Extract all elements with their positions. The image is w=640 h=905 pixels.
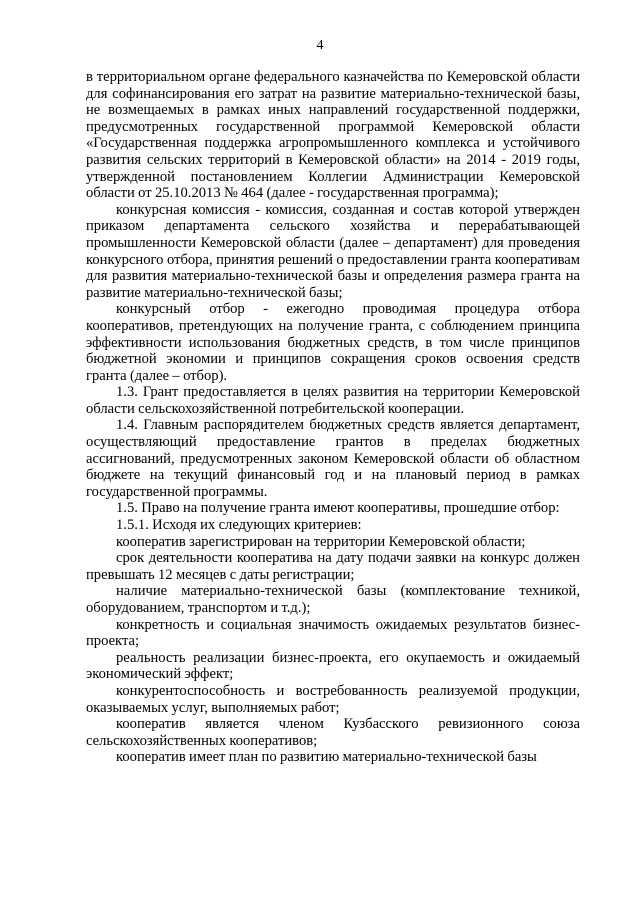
criterion-item: реальность реализации бизнес-проекта, его окупаемость и ожидаемый экономический эффект;: [86, 649, 580, 683]
paragraph-1-3: 1.3. Грант предоставляется в целях развития на территории Кемеровской области сельскохозяйственной потребительской кооперации.: [86, 384, 580, 417]
paragraph-definition-commission: конкурсная комиссия - комиссия, созданная и состав которой утвержден приказом департамента сельского хозяйства и перерабатывающей промышленности Кемеровской области (далее – департамент) для проведения конкурсного отбора, принятия решений о предоставлении гранта кооперативам для развития материально-технической базы и определения размера гранта на развитие материально-технической базы;: [86, 201, 580, 301]
page-number: 4: [316, 38, 324, 53]
criterion-item: кооператив зарегистрирован на территории Кемеровской области;: [116, 533, 526, 550]
paragraph-1-5: 1.5. Право на получение гранта имеют кооперативы, прошедшие отбор:: [116, 500, 560, 517]
paragraph-definition-selection: конкурсный отбор - ежегодно проводимая процедура отбора кооперативов, претендующих на получение гранта, с соблюдением принципа эффективности использования бюджетных средств, в том числе принципов бюджетной экономии и принципов сокращения сроков освоения средств гранта (далее – отбор).: [86, 301, 580, 384]
criterion-item: кооператив является членом Кузбасского ревизионного союза сельскохозяйственных кооперативов;: [86, 716, 580, 749]
paragraph-continuation: в территориальном органе федерального казначейства по Кемеровской области для софинансирования его затрат на развитие материально-технической базы, не возмещаемых в рамках иных направлений государственной поддержки, предусмотренных государственной программой Кемеровской области «Государственная поддержка агропромышленного комплекса и устойчивого развития сельских территорий в Кемеровской области» на 2014 - 2019 годы, утвержденной постановлением Коллегии Администрации Кемеровской области от 25.10.2013 № 464 (далее - государственная программа);: [86, 69, 580, 202]
criterion-item: срок деятельности кооператива на дату подачи заявки на конкурс должен превышать 12 месяцев с даты регистрации;: [86, 550, 580, 583]
criterion-item: конкурентоспособность и востребованность реализуемой продукции, оказываемых услуг, выполняемых работ;: [86, 682, 580, 716]
criterion-item: конкретность и социальная значимость ожидаемых результатов бизнес-проекта;: [86, 616, 580, 650]
paragraph-1-4: 1.4. Главным распорядителем бюджетных средств является департамент, осуществляющий предоставление грантов в пределах бюджетных ассигнований, предусмотренных законом Кемеровской области об областном бюджете на текущий финансовый год и на плановый период в рамках государственной программы.: [86, 417, 580, 500]
criterion-item: наличие материально-технической базы (комплектование техникой, оборудованием, транспортом и т.д.);: [86, 583, 580, 616]
document-body: [86, 69, 580, 766]
criterion-item: кооператив имеет план по развитию материально-технической базы: [116, 749, 537, 766]
paragraph-1-5-1: 1.5.1. Исходя их следующих критериев:: [116, 517, 362, 534]
